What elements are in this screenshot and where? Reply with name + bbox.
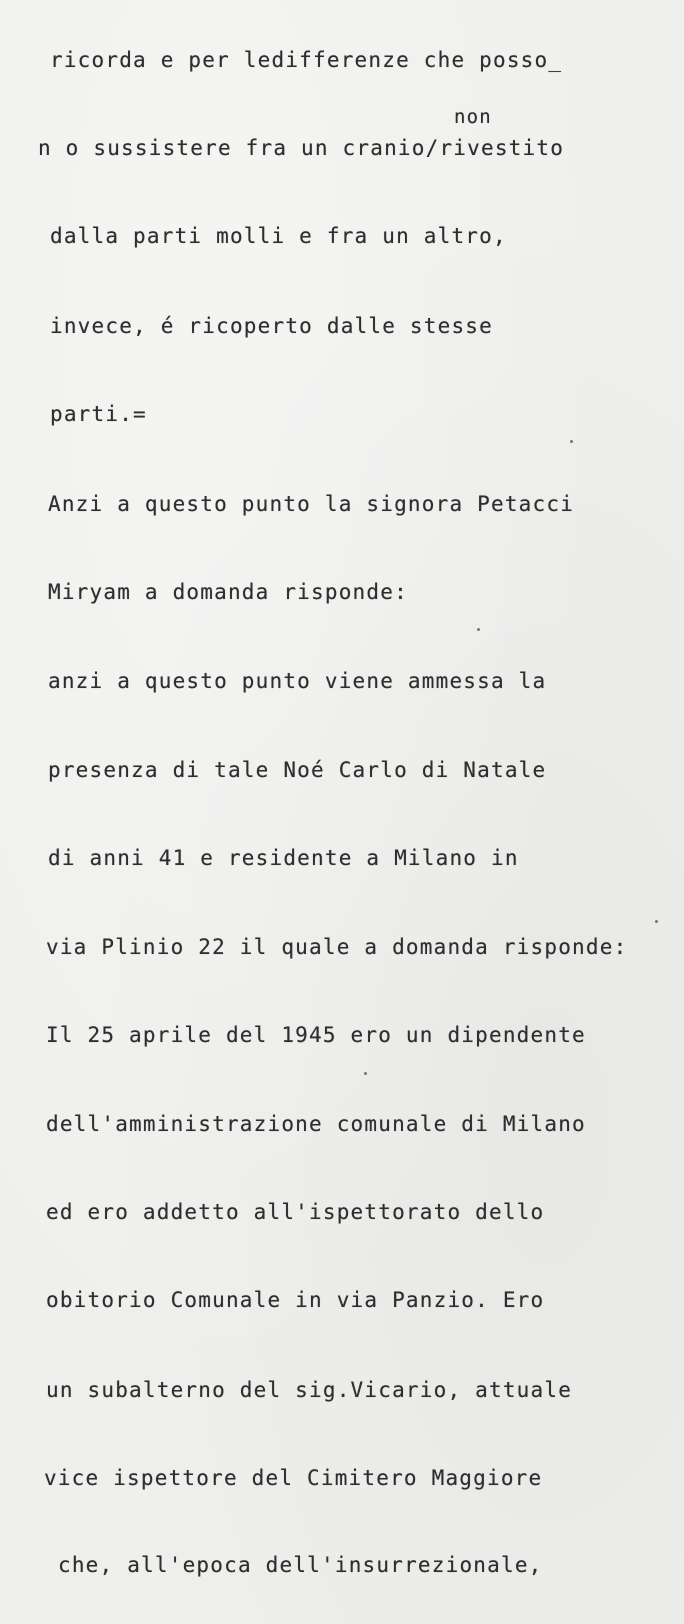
text-line-15: obitorio Comunale in via Panzio. Ero bbox=[46, 1288, 545, 1312]
paper-speck bbox=[364, 1072, 367, 1075]
text-line-13: dell'amministrazione comunale di Milano bbox=[46, 1112, 586, 1136]
text-line-14: ed ero addetto all'ispettorato dello bbox=[46, 1200, 545, 1224]
text-line-11: via Plinio 22 il quale a domanda risponde: bbox=[46, 935, 628, 959]
interlinear-insertion: non bbox=[454, 106, 492, 128]
text-line-1: ricorda e per ledifferenze che posso_ bbox=[50, 48, 563, 72]
text-line-17: vice ispettore del Cimitero Maggiore bbox=[44, 1466, 543, 1490]
text-line-7: Miryam a domanda risponde: bbox=[48, 580, 408, 604]
text-line-4: invece, é ricoperto dalle stesse bbox=[50, 314, 493, 338]
text-line-9: presenza di tale Noé Carlo di Natale bbox=[48, 758, 547, 782]
text-line-2: n o sussistere fra un cranio/rivestito bbox=[38, 136, 565, 160]
paper-speck bbox=[477, 628, 480, 631]
text-line-18: che, all'epoca dell'insurrezionale, bbox=[58, 1553, 543, 1577]
text-line-3: dalla parti molli e fra un altro, bbox=[50, 224, 507, 248]
text-line-6: Anzi a questo punto la signora Petacci bbox=[48, 492, 575, 516]
text-line-16: un subalterno del sig.Vicario, attuale bbox=[46, 1378, 573, 1402]
text-line-10: di anni 41 e residente a Milano in bbox=[48, 846, 519, 870]
paper-speck bbox=[570, 440, 573, 443]
text-line-12: Il 25 aprile del 1945 ero un dipendente bbox=[46, 1023, 586, 1047]
paper-speck bbox=[655, 920, 658, 923]
text-line-5: parti.= bbox=[50, 402, 147, 426]
text-line-8: anzi a questo punto viene ammessa la bbox=[48, 669, 547, 693]
